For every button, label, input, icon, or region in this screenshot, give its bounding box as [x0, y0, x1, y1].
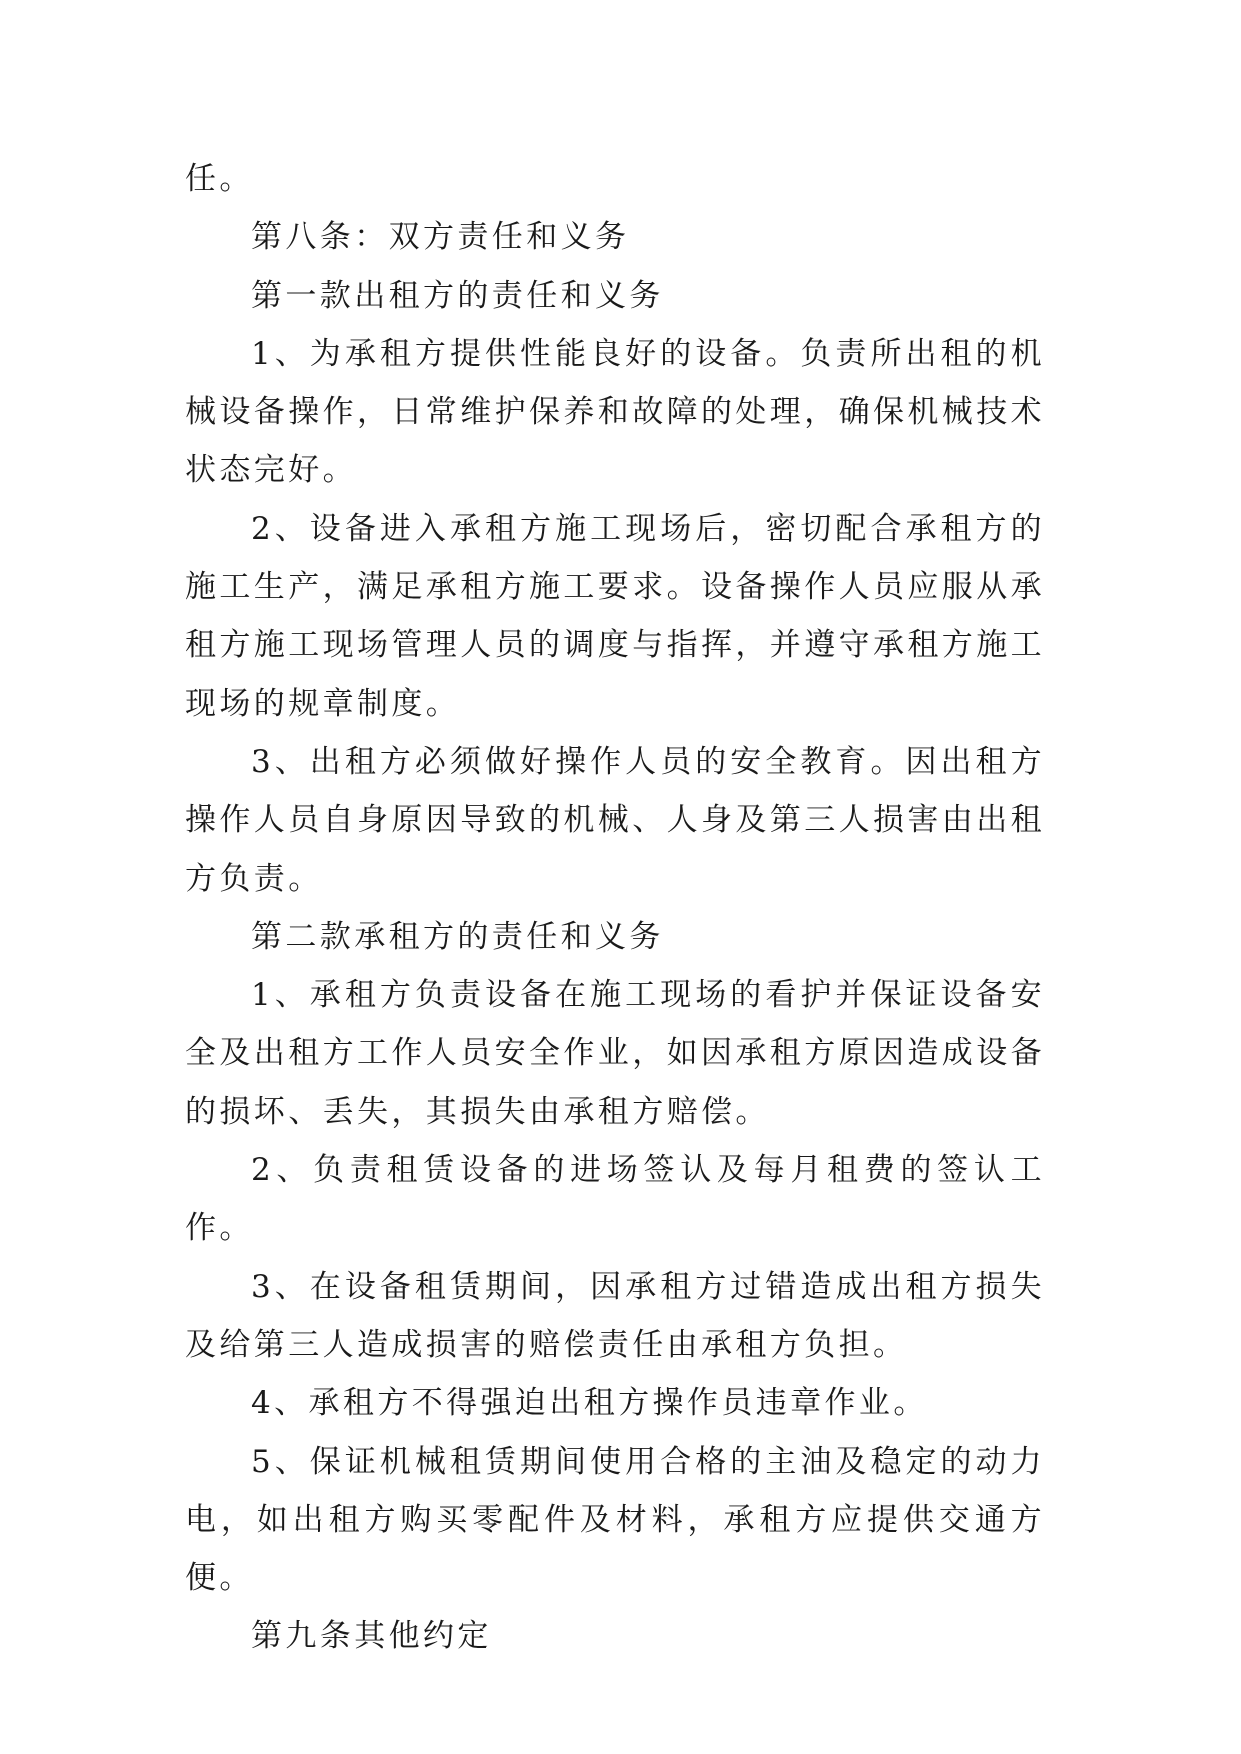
section-1-heading: 第一款出租方的责任和义务 — [251, 277, 664, 314]
article-9-heading: 第九条其他约定 — [251, 1618, 492, 1655]
lessee-duty-4: 4、承租方不得强迫出租方操作员违章作业。 — [251, 1385, 928, 1422]
lessee-duty-2: 2、负责租赁设备的进场签认及每月租费的签认工作。 — [185, 1152, 1045, 1247]
lessee-duty-5: 5、保证机械租赁期间使用合格的主油及稳定的动力电，如出租方购买零配件及材料，承租方应提供交通方便。 — [185, 1443, 1045, 1597]
lessor-duty-1: 1、为承租方提供性能良好的设备。负责所出租的机械设备操作，日常维护保养和故障的处理，确保机械技术状态完好。 — [185, 335, 1045, 489]
section-2-heading: 第二款承租方的责任和义务 — [251, 918, 664, 955]
article-8-heading: 第八条：双方责任和义务 — [251, 219, 630, 256]
lessor-duty-2: 2、设备进入承租方施工现场后，密切配合承租方的施工生产，满足承租方施工要求。设备操作人员应服从承租方施工现场管理人员的调度与指挥，并遵守承租方施工现场的规章制度。 — [185, 510, 1045, 722]
document-body — [185, 150, 1045, 1666]
lessor-duty-3: 3、出租方必须做好操作人员的安全教育。因出租方操作人员自身原因导致的机械、人身及第三人损害由出租方负责。 — [185, 743, 1045, 897]
lessee-duty-3: 3、在设备租赁期间，因承租方过错造成出租方损失及给第三人造成损害的赔偿责任由承租方负担。 — [185, 1268, 1045, 1363]
paragraph-continuation: 任。 — [185, 161, 254, 197]
lessee-duty-1: 1、承租方负责设备在施工现场的看护并保证设备安全及出租方工作人员安全作业，如因承租方原因造成设备的损坏、丢失，其损失由承租方赔偿。 — [185, 977, 1045, 1130]
